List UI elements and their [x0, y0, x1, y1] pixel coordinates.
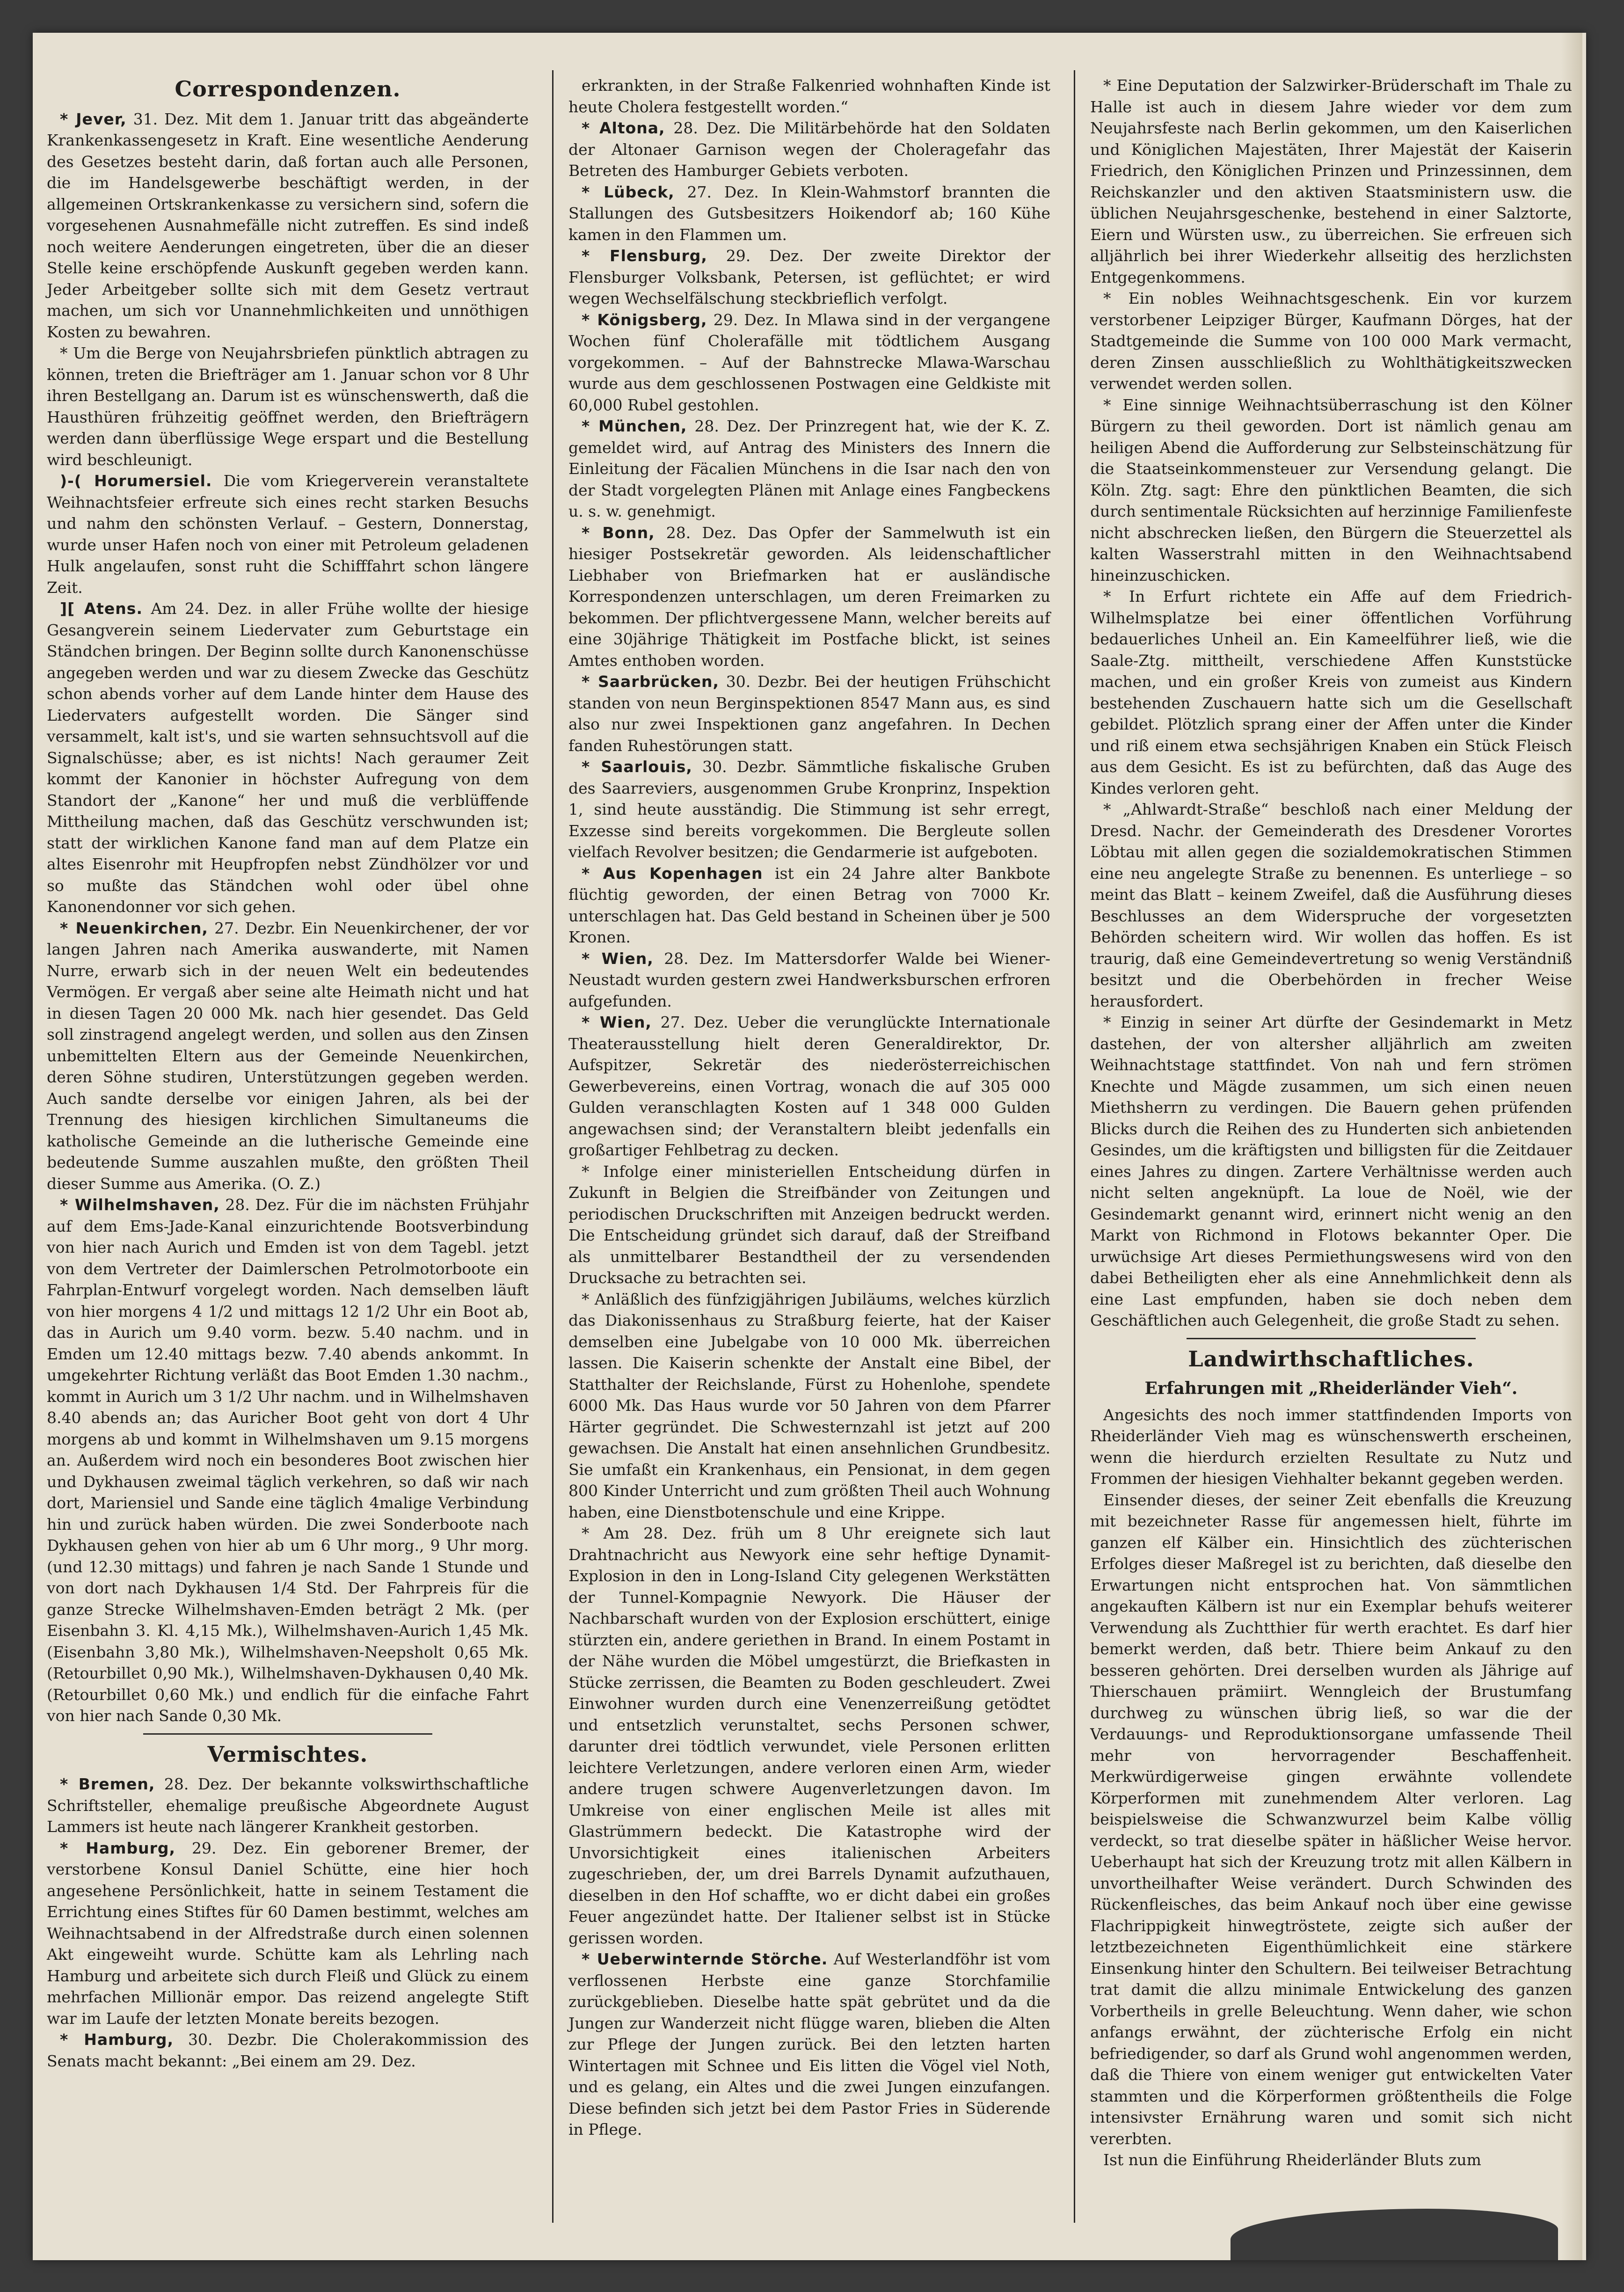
- article-text: 30. Dezbr. Die Cholerakommission des Senats macht bekannt: „Bei einem am 29. Dez.: [47, 2030, 529, 2070]
- article-text: 30. Dezbr. Sämmtliche fiskalische Gruben des Saarreviers, ausgenommen Grube Kronprinz, Inspektion 1, sind heute ausständig. Die Stimmung ist sehr erregt, Exzesse sind bereits vorgekommen. Die Bergleute sollen vielfach Revolver besitzen; die Gendarmerie ist aufgeboten.: [568, 758, 1050, 861]
- article-paragraph: [47, 1194, 529, 1727]
- article-paragraph: [568, 416, 1050, 522]
- column-rule: [1074, 70, 1075, 2223]
- article-text: 28. Dez. Das Opfer der Sammelwuth ist ein hiesiger Postsekretär geworden. Als leidenschaftlicher Liebhaber von Briefmarken hat er ausländische Korrespondenzen unterschlagen, um deren Freimarken zu bekommen. Der pflichtvergessene Mann, welcher bereits auf eine 30jährige Thätigkeit im Postfache blickt, ist seines Amtes enthoben worden.: [568, 523, 1050, 670]
- article-dateline: )-( Horumersiel.: [60, 472, 212, 490]
- article-paragraph: [1090, 2149, 1572, 2171]
- article-text: * Einzig in seiner Art dürfte der Gesindemarkt in Metz dastehen, der von altersher alljährlich am zweiten Weihnachtstage stattfindet. Von nah und fern strömen Knechte und Mägde zusammen, um sich einen neuen Miethsherrn zu verdingen. Die Bauern gehen prüfenden Blicks durch die Reihen des zu Hunderten sich anbietenden Gesindes, um die kräftigsten und billigsten für die Zeitdauer eines Jahres zu dingen. Zartere Verhältnisse werden auch nicht selten angeknüpft. La loue de Noël, wie der Gesindemarkt genannt wird, erinnert nicht wenig an den Markt von Richmond in Flotows bekannter Oper. Die urwüchsige Art dieses Permiethungswesens wird von den dabei Betheiligten eher als eine Annehmlichkeit denn als eine Last empfunden, haben sie doch neben dem Geschäftlichen auch Gelegenheit, die große Stadt zu sehen.: [1090, 1013, 1572, 1329]
- article-dateline: * Wien,: [582, 1013, 652, 1031]
- article-text: Auf Westerlandföhr ist vom verflossenen Herbste eine ganze Storchfamilie zurückgeblieben. Dieselbe hatte spät gebrütet und da die Jungen zur Wanderzeit nicht flügge waren, blieben die Alten zur Pflege der Jungen zurück. Bei den letzten harten Wintertagen mit Schnee und Eis litten die Vögel viel Noth, und es gelang, ein Altes und die zwei Jungen einzufangen. Diese befinden sich jetzt bei dem Pastor Fries in Süderende in Pflege.: [568, 1950, 1050, 2139]
- article-dateline: * Ueberwinternde Störche.: [582, 1950, 828, 1968]
- article-paragraph: [1090, 1404, 1572, 1489]
- article-paragraph: [1090, 288, 1572, 394]
- article-dateline: * Bonn,: [582, 523, 655, 542]
- article-text: 30. Dezbr. Bei der heutigen Frühschicht standen von neun Berginspektionen 8547 Mann aus, es sind also nur zwei Inspektionen ganz angefahren. In Dechen fanden Ruhestörungen statt.: [568, 672, 1050, 755]
- article-paragraph: [1090, 75, 1572, 288]
- section-divider: [143, 1733, 432, 1735]
- article-text: 27. Dezbr. Ein Neuenkirchener, der vor langen Jahren nach Amerika auswanderte, mit Namen Nurre, erwarb sich in der neuen Welt ein bedeutendes Vermögen. Er vergaß aber seine alte Heimath nicht und hat in diesen Tagen 20 000 Mk. nach hier gesendet. Das Geld soll zinstragend angelegt werden, und sollen aus den Zinsen unbemittelten Eltern aus der Gemeinde Neuenkirchen, deren Söhne studiren, Unterstützungen gegeben werden. Auch sandte derselbe vor einigen Jahren, als bei der Trennung des hiesigen kirchlichen Simultaneums die katholische Gemeinde an die lutherische Gemeinde eine bedeutende Summe auszahlen mußte, den größten Theil dieser Summe aus Amerika. (O. Z.): [47, 919, 529, 1193]
- article-dateline: ][ Atens.: [60, 599, 143, 618]
- article-text: * Am 28. Dez. früh um 8 Uhr ereignete sich laut Drahtnachricht aus Newyork eine sehr heftige Dynamit-Explosion in den in Long-Island City gelegenen Werkstätten der Tunnel-Kompagnie Newyork. Die Häuser der Nachbarschaft wurden von der Explosion erschüttert, einige stürzten ein, andere geriethen in Brand. In einem Postamt in der Nähe wurden die Möbel umgestürzt, die Briefkasten in Stücke zerrissen, die Beamten zu Boden geschleudert. Zwei Einwohner wurden durch eine Venenzerreißung getödtet und entsetzlich verunstaltet, sechs Personen schwer, darunter drei tödtlich verwundet, viele Personen erlitten leichtere Verletzungen, andere verloren einen Arm, wieder andere trugen schwere Augenverletzungen davon. Im Umkreise von einer englischen Meile ist alles mit Glastrümmern bedeckt. Die Katastrophe wird der Unvorsichtigkeit eines italienischen Arbeiters zugeschrieben, der, um drei Barrels Dynamit aufzuthauen, dieselben in den Hof schaffte, wo er dicht dabei ein großes Feuer angezündet hatte. Der Italiener selbst ist in Stücke gerissen worden.: [568, 1524, 1050, 1947]
- column-2: [568, 75, 1050, 2140]
- article-text: 28. Dez. Im Mattersdorfer Walde bei Wiener-Neustadt wurden gestern zwei Handwerksburschen erfroren aufgefunden.: [568, 949, 1050, 1010]
- article-paragraph: [568, 1523, 1050, 1949]
- article-paragraph: [568, 309, 1050, 416]
- article-paragraph: [568, 1949, 1050, 2140]
- article-text: 28. Dez. Der bekannte volkswirthschaftliche Schriftsteller, ehemalige preußische Abgeordnete August Lammers ist heute nach längerer Krankheit gestorben.: [47, 1775, 529, 1836]
- article-text: * Eine Deputation der Salzwirker-Brüderschaft im Thale zu Halle ist auch in diesem Jahre wieder vor dem zum Neujahrsfeste nach Berlin gekommen, um den Kaiserlichen und Königlichen Majestäten, Ihrer Majestät der Kaiserin Friedrich, den Königlichen Prinzen und Prinzessinnen, dem Reichskanzler und den aktiven Staatsministern usw. die üblichen Neujahrsgeschenke, bestehend in einer Salztorte, Eiern und Würsten usw., zu überreichen. Sie erfreuen sich alljährlich bei ihrer Wiederkehr allseitig des herzlichsten Entgegenkommens.: [1090, 76, 1572, 286]
- article-dateline: * Jever,: [60, 109, 127, 128]
- article-dateline: * Hamburg,: [60, 2030, 174, 2049]
- article-text: * Ein nobles Weihnachtsgeschenk. Ein vor kurzem verstorbener Leipziger Bürger, Kaufmann Dörges, hat der Stadtgemeinde die Summe von 100 000 Mark vermacht, deren Zinsen ausschließlich zu Wohlthätigkeitszwecken verwendet werden sollen.: [1090, 289, 1572, 393]
- article-paragraph: [1090, 799, 1572, 1012]
- article-dateline: * Wien,: [582, 949, 654, 968]
- article-paragraph: [568, 1161, 1050, 1289]
- article-paragraph: [568, 671, 1050, 756]
- article-paragraph: [568, 863, 1050, 948]
- article-paragraph: [568, 117, 1050, 182]
- article-dateline: * Aus Kopenhagen: [582, 864, 763, 883]
- article-text: 27. Dez. Ueber die verunglückte Internationale Theaterausstellung hielt deren Generaldirektor, Dr. Aufspitzer, Sekretär des niederösterreichischen Gewerbevereins, einen Vortrag, wonach die auf 305 000 Gulden veranschlagten Kosten auf 1 348 000 Gulden angewachsen sind; der Veranstaltern bleibt jedenfalls ein großartiger Fehlbetrag zu decken.: [568, 1013, 1050, 1159]
- article-paragraph: [568, 245, 1050, 309]
- article-dateline: * Lübeck,: [582, 182, 675, 201]
- article-text: Ist nun die Einführung Rheiderländer Bluts zum: [1103, 2151, 1481, 2169]
- article-paragraph: [1090, 1489, 1572, 2150]
- article-text: * „Ahlwardt-Straße“ beschloß nach einer Meldung der Dresd. Nachr. der Gemeinderath des Dresdener Vorortes Löbtau mit allen gegen die sozialdemokratischen Stimmen eine neu angelegte Straße zu benennen. Es unterliege – so meint das Blatt – keinem Zweifel, daß die Ausführung dieses Beschlusses an dem Widerspruche der vorgesetzten Behörden scheitern wird. Wir wollen das hoffen. Es ist traurig, daß eine Gemeindevertretung so wenig Verständniß besitzt und die Oberbehörden in frecher Weise herausfordert.: [1090, 800, 1572, 1010]
- article-list: [1090, 1404, 1572, 2171]
- article-paragraph: [568, 182, 1050, 246]
- article-paragraph: [47, 343, 529, 470]
- article-paragraph: [47, 109, 529, 343]
- section-divider: [1187, 1338, 1476, 1339]
- article-dateline: * Flensburg,: [582, 247, 707, 265]
- article-dateline: * Saarbrücken,: [582, 672, 719, 691]
- article-paragraph: [1090, 394, 1572, 586]
- column-3: [1090, 75, 1572, 2171]
- article-text: Die vom Kriegerverein veranstaltete Weihnachtsfeier erfreute sich eines recht starken Besuchs und nahm den schönsten Verlauf. – Gestern, Donnerstag, wurde unser Hafen noch von einer mit Petroleum geladenen Hulk angelaufen, sonst ruht die Schifffahrt schon längere Zeit.: [47, 472, 529, 597]
- article-paragraph: [568, 948, 1050, 1012]
- article-paragraph: [568, 1012, 1050, 1161]
- article-paragraph: [568, 75, 1050, 117]
- torn-edge: [1231, 2209, 1558, 2260]
- article-paragraph: [47, 2029, 529, 2072]
- article-text: 28. Dez. Für die im nächsten Frühjahr auf dem Ems-Jade-Kanal einzurichtende Bootsverbindung von hier nach Aurich und Emden ist von dem Tagebl. jetzt von dem Vertreter der Daimlerschen Petrolmotorboote ein Fahrplan-Entwurf vorgelegt worden. Nach demselben läuft von hier morgens 4 1/2 und mittags 12 1/2 Uhr ein Boot ab, das in Aurich um 9.40 vorm. bezw. 5.40 nachm. und in Emden um 12.40 mittags bezw. 7.40 abends ankommt. In umgekehrter Richtung verläßt das Boot Emden 1.30 nachm., kommt in Aurich um 3 1/2 Uhr nachm. und in Wilhelmshaven 8.40 abends an; das Auricher Boot geht von dort 4 Uhr morgens ab und kommt in Wilhelmshaven um 9.15 morgens an. Außerdem wird noch ein besonderes Boot zwischen hier und Dykhausen zweimal täglich verkehren, so daß wir nach dort, Mariensiel und Sande eine täglich 4malige Verbindung hin und zurück haben würden. Die zwei Sonderboote nach Dykhausen gehen von hier ab um 6 Uhr morg., 9 Uhr morg. (und 12.30 mittags) und fahren je nach Sande 1 Stunde und von dort nach Dykhausen 1/4 Std. Der Fahrpreis für die ganze Strecke Wilhelmshaven-Emden beträgt 2 Mk. (per Eisenbahn 3. Kl. 4,15 Mk.), Wilhelmshaven-Aurich 1,45 Mk. (Eisenbahn 3,80 Mk.), Wilhelmshaven-Neepsholt 0,65 Mk. (Retourbillet 0,90 Mk.), Wilhelmshaven-Dykhausen 0,40 Mk. (Retourbillet 0,60 Mk.) und endlich für die einfache Fahrt von hier nach Sande 0,30 Mk.: [47, 1196, 529, 1725]
- article-text: * In Erfurt richtete ein Affe auf dem Friedrich-Wilhelmsplatze bei einer öffentlichen Vorführung bedauerliches Unheil an. Ein Kameelführer ließ, wie die Saale-Ztg. mittheilt, verschiedene Affen Kunststücke machen, und ein großer Kreis von zumeist aus Kindern bestehenden Zuschauern hatte sich um die Gesellschaft gebildet. Plötzlich sprang einer der Affen unter die Kinder und riß einem etwa sechsjährigen Knaben ein Stück Fleisch aus dem Gesicht. Es ist zu befürchten, daß das Auge des Kindes verloren geht.: [1090, 587, 1572, 797]
- article-list: [47, 109, 529, 1727]
- section-heading: Landwirthschaftliches.: [1188, 1346, 1474, 1372]
- article-list: [47, 1774, 529, 2072]
- article-paragraph: [568, 1289, 1050, 1523]
- article-dateline: * Bremen,: [60, 1775, 155, 1793]
- newspaper-page: [33, 33, 1586, 2260]
- section-heading: Correspondenzen.: [175, 76, 401, 102]
- article-dateline: * Altona,: [582, 119, 665, 137]
- article-paragraph: [47, 470, 529, 598]
- article-text: * Eine sinnige Weihnachtsüberraschung ist den Kölner Bürgern zu theil geworden. Dort ist nämlich genau am heiligen Abend die Aufforderung zur Selbsteinschätzung für die Staatseinkommensteuer zur Versendung gelangt. Die Köln. Ztg. sagt: Ehre den pünktlichen Beamten, die sich durch sentimentale Rücksichten auf herzinnige Familienfeste nicht abschrecken ließen, den Bürgern die Steuerzettel als kalten Wasserstrahl mitten in den Weihnachtsabend hineinzuschicken.: [1090, 395, 1572, 584]
- article-dateline: * München,: [582, 417, 687, 435]
- column-1: [47, 75, 529, 2072]
- article-dateline: * Hamburg,: [60, 1839, 176, 1857]
- article-paragraph: [47, 598, 529, 918]
- article-list: [1090, 75, 1572, 1331]
- section-heading: Vermischtes.: [207, 1741, 368, 1767]
- article-text: 29. Dez. Ein geborener Bremer, der verstorbene Konsul Daniel Schütte, eine hier hoch angesehene Persönlichkeit, hatte in seinem Testament die Errichtung eines Stiftes für 60 Damen bestimmt, welches am Weihnachtsabend in der Alfredstraße durch einen solennen Akt eingeweiht wurde. Schütte kam als Lehrling nach Hamburg und arbeitete sich durch Fleiß und Glück zu einem mehrfachen Millionär empor. Das reizend angelegte Stift war im Laufe der letzten Monate bereits bezogen.: [47, 1839, 529, 2028]
- article-paragraph: [47, 918, 529, 1195]
- article-subheading: Erfahrungen mit „Rheiderländer Vieh“.: [1144, 1379, 1518, 1398]
- article-dateline: * Saarlouis,: [582, 758, 692, 776]
- article-text: Einsender dieses, der seiner Zeit ebenfalls die Kreuzung mit bezeichneter Rasse für angemessen hielt, führte im ganzen elf Kälber ein. Hinsichtlich des züchterischen Erfolges dieser Maßregel ist zu berichten, daß dieselbe den Erwartungen nicht entsprochen hat. Von sämmtlichen angekauften Kälbern ist nur ein Exemplar behufs weiterer Verwendung als Zuchtthier für werth erachtet. Es darf hier bemerkt werden, daß betr. Thiere beim Ankauf zu den besseren gehörten. Drei derselben wurden als Jährige auf Thierschauen prämiirt. Wenngleich der Brustumfang durchweg zu wünschen übrig ließ, so war die der Verdauungs- und Reproduktionsorgane umfassende Theil mehr von hervorragender Beschaffenheit. Merkwürdigerweise gingen erwähnte vollendete Körperformen mit zunehmendem Alter verloren. Lag beispielsweise die Schwanzwurzel beim Kalbe völlig verdeckt, so trat dieselbe später in häßlicher Weise hervor. Ueberhaupt hat sich der Kreuzung trotz mit allen Kälbern in unvortheilhafter Weise verändert. Durch Schwinden des Rückenfleisches, das beim Ankauf noch über eine gewisse Flachrippigkeit hinwegtröstete, zeigte sich außer der letztbezeichneten Eigenthümlichkeit eine stärkere Einsenkung hinter den Schultern. Bei teilweiser Betrachtung trat damit die allzu minimale Entwickelung des ganzen Vorbertheils in grelle Beleuchtung. Wenn daher, wie schon anfangs erwähnt, der züchterische Erfolg ein nicht befriedigender, so darf als Grund wohl angenommen werden, daß die Thiere von einem weniger gut entwickelten Vater stammten und die Körperformen größtentheils die Folge intensivster Ernährung waren und somit sich nicht vererbten.: [1090, 1490, 1572, 2148]
- article-text: * Um die Berge von Neujahrsbriefen pünktlich abtragen zu können, treten die Briefträger am 1. Januar schon vor 8 Uhr ihren Bestellgang an. Darum ist es wünschenswerth, daß die Hausthüren frühzeitig geöffnet werden, den Briefträgern werden dann überflüssige Wege erspart und die Bestellung wird beschleunigt.: [47, 344, 529, 469]
- article-text: 31. Dez. Mit dem 1. Januar tritt das abgeänderte Krankenkassengesetz in Kraft. Eine wesentliche Aenderung des Gesetzes besteht darin, daß fortan auch alle Personen, die im Handelsgewerbe beschäftigt werden, in der allgemeinen Ortskrankenkasse zu versichern sind, sofern die vorgesehenen Ausnahmefälle nicht zutreffen. Es sind indeß noch weitere Aenderungen eingetreten, über die an dieser Stelle keine erschöpfende Auskunft gegeben werden kann. Jeder Arbeitgeber sollte sich mit dem Gesetz vertraut machen, um sich vor Unannehmlichkeiten und unnöthigen Kosten zu bewahren.: [47, 109, 529, 341]
- article-paragraph: [1090, 586, 1572, 799]
- article-text: 28. Dez. Die Militärbehörde hat den Soldaten der Altonaer Garnison wegen der Choleragefahr das Betreten des Hamburger Gebiets verboten.: [568, 119, 1050, 180]
- article-text: 28. Dez. Der Prinzregent hat, wie der K. Z. gemeldet wird, auf Antrag des Ministers des Innern die Einleitung der Fäcalien Münchens in die Isar nach den von der Stadt vorgelegten Plänen mit Anlage eines Fangbeckens u. s. w. genehmigt.: [568, 417, 1050, 520]
- article-text: Angesichts des noch immer stattfindenden Imports von Rheiderländer Vieh mag es wünschenswerth erscheinen, wenn die hierdurch erzielten Resultate zu Nutz und Frommen der hiesigen Viehhalter bekannt gegeben werden.: [1090, 1405, 1572, 1488]
- article-paragraph: [568, 756, 1050, 863]
- column-rule: [552, 70, 553, 2223]
- article-text: ist ein 24 Jahre alter Bankbote flüchtig geworden, der einen Betrag von 7000 Kr. unterschlagen hat. Das Geld bestand in Scheinen über je 500 Kronen.: [568, 864, 1050, 946]
- article-list: [568, 75, 1050, 2140]
- article-paragraph: [47, 1774, 529, 1838]
- article-dateline: * Neuenkirchen,: [60, 919, 208, 937]
- article-text: 29. Dez. In Mlawa sind in der vergangene Wochen fünf Cholerafälle mit tödtlichem Ausgang vorgekommen. – Auf der Bahnstrecke Mlawa-Warschau wurde aus dem geschlossenen Postwagen eine Geldkiste mit 60,000 Rubel gestohlen.: [568, 310, 1050, 414]
- article-paragraph: [1090, 1012, 1572, 1331]
- article-text: * Anläßlich des fünfzigjährigen Jubiläums, welches kürzlich das Diakonissenhaus zu Straßburg feierte, hat der Kaiser demselben eine Jubelgabe von 10 000 Mk. überreichen lassen. Die Kaiserin schenkte der Anstalt eine Bibel, der Statthalter der Reichslande, Fürst zu Hohenlohe, spendete 6000 Mk. Das Haus wurde vor 50 Jahren von dem Pfarrer Härter gegründet. Die Schwesternzahl ist jetzt auf 200 gewachsen. Die Anstalt hat einen ansehnlichen Grundbesitz. Sie umfaßt ein Krankenhaus, ein Pensionat, in dem gegen 800 Kinder Unterricht und zum größten Theil auch Wohnung haben, eine Dienstbotenschule und eine Krippe.: [568, 1290, 1050, 1521]
- article-dateline: * Wilhelmshaven,: [60, 1196, 220, 1214]
- article-text: * Infolge einer ministeriellen Entscheidung dürfen in Zukunft in Belgien die Streifbänder von Zeitungen und periodischen Druckschriften mit Anzeigen bedruckt werden. Die Entscheidung gründet sich darauf, daß der Streifband als unmittelbarer Bestandtheil der zu versendenden Drucksache zu betrachten sei.: [568, 1162, 1050, 1287]
- article-text: Am 24. Dez. in aller Frühe wollte der hiesige Gesangverein seinem Liedervater zum Geburtstage ein Ständchen bringen. Der Beginn sollte durch Kanonenschüsse angegeben werden und war zu diesem Zwecke das Geschütz schon abends vorher auf dem Lande hinter dem Hause des Liedervaters aufgestellt worden. Die Sänger sind versammelt, kalt ist's, und sie warten sehnsuchtsvoll auf die Signalschüsse; aber, es ist nichts! Nach geraumer Zeit kommt der Kanonier in höchster Aufregung von dem Standort der „Kanone“ her und muß die verblüffende Mittheilung machen, daß das Geschütz verschwunden ist; statt der wirklichen Kanone fand man auf dem Platze ein altes Eisenrohr mit Heupfropfen nebst Zündhölzer vor und so mußte das Ständchen wohl oder übel ohne Kanonendonner vor sich gehen.: [47, 599, 529, 916]
- article-paragraph: [47, 1838, 529, 2029]
- article-paragraph: [568, 522, 1050, 672]
- article-text: 27. Dez. In Klein-Wahmstorf brannten die Stallungen des Gutsbesitzers Hoikendorf ab; 160 Kühe kamen in den Flammen um.: [568, 182, 1050, 244]
- article-text: erkrankten, in der Straße Falkenried wohnhaften Kinde ist heute Cholera festgestellt worden.“: [568, 76, 1050, 116]
- article-text: 29. Dez. Der zweite Direktor der Flensburger Volksbank, Petersen, ist geflüchtet; er wird wegen Wechselfälschung steckbrieflich verfolgt.: [568, 247, 1050, 307]
- article-dateline: * Königsberg,: [582, 310, 707, 329]
